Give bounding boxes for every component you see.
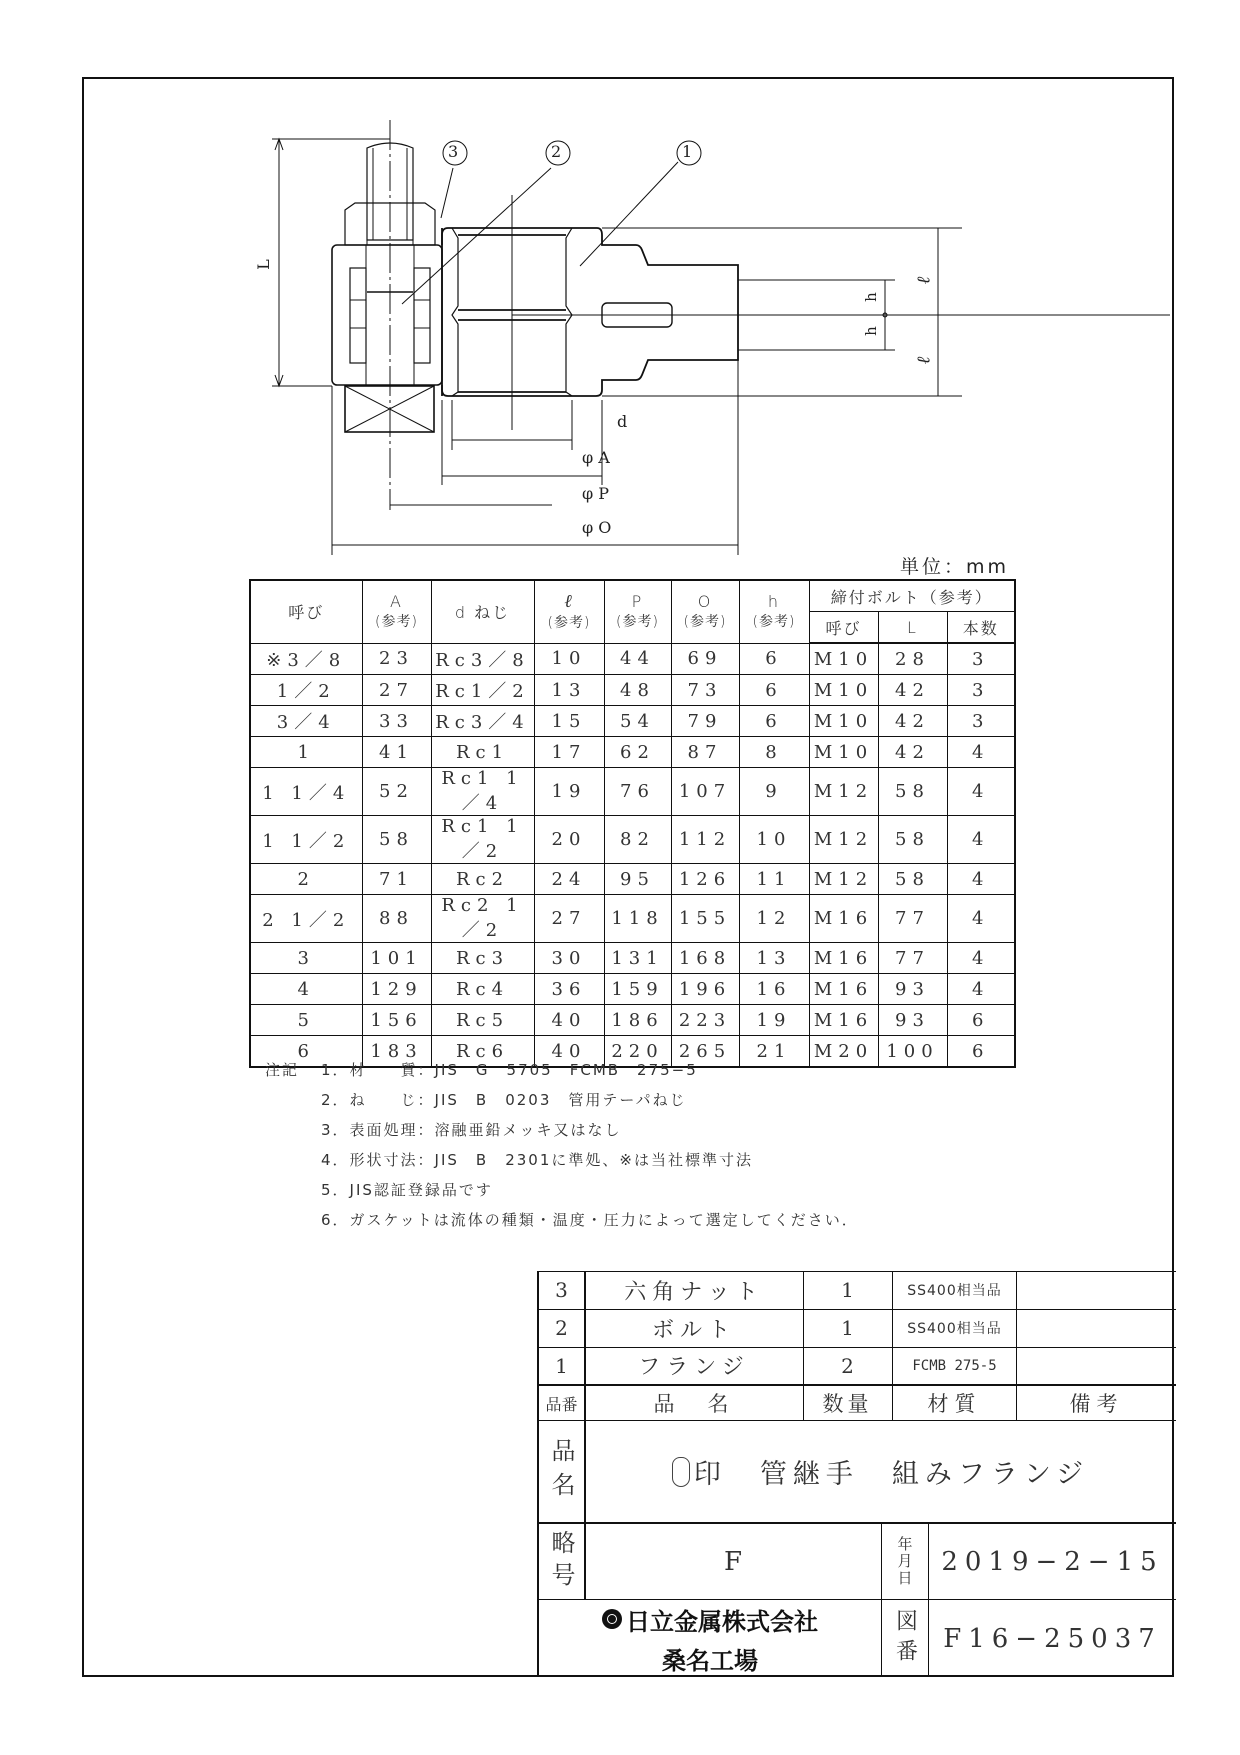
cell-nominal: 3 [250, 943, 362, 974]
cell-l: 27 [534, 895, 604, 943]
cell-bolt: M20 [809, 1036, 878, 1068]
cell-A: 58 [362, 816, 431, 864]
cell-bolt: M12 [809, 768, 878, 816]
cell-O: 168 [671, 943, 739, 974]
cell-l: 17 [534, 737, 604, 768]
dim-label-l-top: ℓ [913, 276, 935, 285]
cell-P: 44 [604, 643, 671, 675]
header-part-no: 品番 [545, 1394, 578, 1414]
cell-A: 101 [362, 943, 431, 974]
cell-P: 76 [604, 768, 671, 816]
company-name: 日立金属株式会社 [626, 1607, 818, 1636]
cell-l: 15 [534, 706, 604, 737]
cell-h: 6 [739, 675, 809, 706]
header-material: 材質 [927, 1392, 982, 1416]
note-item: 1．材 質：JIS G 5705 FCMB 275−5 [321, 1061, 698, 1079]
part-3-name: 六角ナット [624, 1279, 764, 1305]
cell-P: 54 [604, 706, 671, 737]
cell-l: 20 [534, 816, 604, 864]
cell-d: Rc3 [431, 943, 534, 974]
cell-nominal: 6 [250, 1036, 362, 1068]
cell-l: 24 [534, 864, 604, 895]
date-label: 年月日 [895, 1536, 914, 1587]
cell-bolt: M16 [809, 974, 878, 1005]
cell-O: 69 [671, 643, 739, 675]
cell-count: 4 [947, 864, 1015, 895]
cell-nominal: 1／2 [250, 675, 362, 706]
dim-label-phi-o: φ O [582, 518, 612, 537]
cell-A: 183 [362, 1036, 431, 1068]
table-row [250, 974, 1015, 1005]
cell-L: 58 [878, 816, 947, 864]
cell-P: 131 [604, 943, 671, 974]
cell-O: 107 [671, 768, 739, 816]
note-item: 5．JIS認証登録品です [321, 1181, 493, 1199]
header-d-thread: d ねじ [431, 580, 534, 643]
header-bolt-l: L [878, 612, 947, 644]
cell-A: 52 [362, 768, 431, 816]
cell-O: 79 [671, 706, 739, 737]
balloon-2-label: 2 [551, 142, 562, 161]
cell-bolt: M10 [809, 706, 878, 737]
part-2-remarks [1017, 1309, 1176, 1347]
part-1-material: FCMB 275-5 [912, 1357, 997, 1374]
part-2-qty: 1 [841, 1316, 854, 1340]
product-name [585, 1421, 1176, 1522]
cell-bolt: M16 [809, 895, 878, 943]
abbr-value: F [723, 1546, 743, 1577]
cell-P: 220 [604, 1036, 671, 1068]
cell-h: 19 [739, 1005, 809, 1036]
cell-A: 27 [362, 675, 431, 706]
cell-nominal: 1 1／4 [250, 768, 362, 816]
cell-A: 41 [362, 737, 431, 768]
cell-count: 3 [947, 706, 1015, 737]
cell-h: 8 [739, 737, 809, 768]
cell-nominal: 1 1／2 [250, 816, 362, 864]
cell-count: 4 [947, 816, 1015, 864]
table-row [250, 943, 1015, 974]
table-row [250, 816, 1015, 864]
cell-l: 10 [534, 643, 604, 675]
cell-l: 40 [534, 1036, 604, 1068]
cell-h: 21 [739, 1036, 809, 1068]
dim-label-phi-a: φ A [582, 448, 610, 467]
cell-bolt: M10 [809, 675, 878, 706]
table-row [250, 1005, 1015, 1036]
cell-nominal: 1 [250, 737, 362, 768]
note-item: 2．ね じ：JIS B 0203 管用テーパねじ [321, 1091, 687, 1109]
cell-O: 126 [671, 864, 739, 895]
table-row [250, 895, 1015, 943]
cell-bolt: M10 [809, 737, 878, 768]
cell-d: Rc6 [431, 1036, 534, 1068]
cell-l: 40 [534, 1005, 604, 1036]
cell-l: 13 [534, 675, 604, 706]
part-1-no: 1 [555, 1353, 568, 1378]
balloon-1-label: 1 [682, 142, 693, 161]
cell-P: 82 [604, 816, 671, 864]
unit-label: 単位：mm [900, 556, 1010, 578]
table-row [250, 706, 1015, 737]
cell-L: 28 [878, 643, 947, 675]
header-bolt-nominal: 呼び [809, 612, 878, 644]
note-item: 4．形状寸法：JIS B 2301に準処、※は当社標準寸法 [321, 1151, 753, 1169]
note-item: 6．ガスケットは流体の種類・温度・圧力によって選定してください． [321, 1211, 859, 1229]
cell-nominal: 3／4 [250, 706, 362, 737]
cell-A: 156 [362, 1005, 431, 1036]
cell-nominal: 2 [250, 864, 362, 895]
drawing-no: F16−25037 [943, 1623, 1162, 1654]
cell-h: 16 [739, 974, 809, 1005]
cell-L: 100 [878, 1036, 947, 1068]
cell-L: 93 [878, 974, 947, 1005]
cell-h: 9 [739, 768, 809, 816]
cell-L: 58 [878, 768, 947, 816]
cell-count: 6 [947, 1036, 1015, 1068]
cell-count: 4 [947, 943, 1015, 974]
cell-l: 19 [534, 768, 604, 816]
dim-label-L: L [253, 259, 273, 270]
notes-section [265, 1055, 859, 1235]
header-nominal: 呼び [250, 580, 362, 643]
product-name-text: 印 管継手 組みフランジ [693, 1459, 1090, 1490]
cell-h: 11 [739, 864, 809, 895]
company-block [539, 1600, 881, 1677]
cell-bolt: M16 [809, 1005, 878, 1036]
cell-O: 223 [671, 1005, 739, 1036]
dim-label-h-top: h [861, 292, 880, 302]
cell-L: 42 [878, 706, 947, 737]
dim-label-phi-p: φ P [582, 484, 610, 503]
title-block [537, 1271, 1174, 1677]
header-h: h (参考) [739, 580, 809, 643]
cell-nominal: 5 [250, 1005, 362, 1036]
part-1-name: フランジ [638, 1355, 750, 1380]
dim-label-l-bottom: ℓ [913, 356, 935, 365]
cell-bolt: M16 [809, 943, 878, 974]
cell-h: 13 [739, 943, 809, 974]
table-row [250, 675, 1015, 706]
cell-nominal: 4 [250, 974, 362, 1005]
cell-count: 6 [947, 1005, 1015, 1036]
company-logo-icon [602, 1609, 622, 1629]
header-part-name: 品 名 [653, 1392, 735, 1416]
cell-l: 36 [534, 974, 604, 1005]
note-item: 3．表面処理：溶融亜鉛メッキ又はなし [321, 1121, 622, 1139]
cell-O: 112 [671, 816, 739, 864]
gourd-mark-icon [672, 1457, 690, 1487]
cell-nominal: ※3／8 [250, 643, 362, 675]
part-3-remarks [1017, 1271, 1176, 1309]
cell-A: 71 [362, 864, 431, 895]
cell-d: Rc1 [431, 737, 534, 768]
part-1-remarks [1017, 1347, 1176, 1384]
header-bolt-count: 本数 [947, 612, 1015, 644]
cell-O: 155 [671, 895, 739, 943]
cell-d: Rc1 1／2 [431, 816, 534, 864]
dim-label-h-bottom: h [861, 326, 880, 336]
cell-h: 6 [739, 706, 809, 737]
dimensions-table [249, 579, 1016, 1068]
cell-P: 186 [604, 1005, 671, 1036]
cell-L: 58 [878, 864, 947, 895]
cell-P: 95 [604, 864, 671, 895]
cell-L: 77 [878, 943, 947, 974]
date-value: 2019−2−15 [941, 1546, 1164, 1577]
cell-count: 4 [947, 737, 1015, 768]
part-3-no: 3 [555, 1278, 568, 1302]
cell-L: 42 [878, 737, 947, 768]
header-remarks: 備考 [1069, 1392, 1124, 1416]
table-row [250, 737, 1015, 768]
cell-nominal: 2 1／2 [250, 895, 362, 943]
cell-h: 10 [739, 816, 809, 864]
product-name-label: 品名 [547, 1437, 575, 1506]
cell-L: 77 [878, 895, 947, 943]
part-2-name: ボルト [651, 1317, 736, 1343]
cell-bolt: M10 [809, 643, 878, 675]
cell-O: 196 [671, 974, 739, 1005]
cell-d: Rc2 [431, 864, 534, 895]
cell-A: 23 [362, 643, 431, 675]
cell-count: 4 [947, 895, 1015, 943]
cell-A: 88 [362, 895, 431, 943]
table-row [250, 864, 1015, 895]
cell-bolt: M12 [809, 816, 878, 864]
cell-d: Rc3／8 [431, 643, 534, 675]
table-row [250, 768, 1015, 816]
header-p: P (参考) [604, 580, 671, 643]
cell-O: 265 [671, 1036, 739, 1068]
abbr-label: 略号 [547, 1529, 575, 1594]
header-bolt-group: 締付ボルト（参考） [809, 580, 1015, 612]
cell-P: 48 [604, 675, 671, 706]
part-2-material: SS400相当品 [907, 1321, 1002, 1337]
cell-h: 6 [739, 643, 809, 675]
cell-d: Rc4 [431, 974, 534, 1005]
cell-L: 93 [878, 1005, 947, 1036]
cell-bolt: M12 [809, 864, 878, 895]
table-row [250, 643, 1015, 675]
cell-P: 118 [604, 895, 671, 943]
cell-O: 87 [671, 737, 739, 768]
drawing-no-label: 図番 [892, 1608, 918, 1669]
part-3-qty: 1 [841, 1278, 854, 1302]
header-o: O (参考) [671, 580, 739, 643]
cell-d: Rc2 1／2 [431, 895, 534, 943]
part-3-material: SS400相当品 [907, 1283, 1002, 1299]
cell-count: 3 [947, 643, 1015, 675]
factory-name: 桑名工場 [662, 1646, 758, 1675]
cell-count: 4 [947, 974, 1015, 1005]
cell-d: Rc5 [431, 1005, 534, 1036]
cell-L: 42 [878, 675, 947, 706]
part-1-qty: 2 [841, 1353, 854, 1378]
dim-label-d: d [617, 412, 628, 431]
cell-count: 3 [947, 675, 1015, 706]
balloon-3-label: 3 [448, 142, 459, 161]
cell-d: Rc3／4 [431, 706, 534, 737]
cell-P: 62 [604, 737, 671, 768]
cell-A: 33 [362, 706, 431, 737]
cell-l: 30 [534, 943, 604, 974]
cell-O: 73 [671, 675, 739, 706]
part-2-no: 2 [555, 1316, 568, 1340]
cell-P: 159 [604, 974, 671, 1005]
header-qty: 数量 [822, 1392, 873, 1416]
header-l: ℓ (参考) [534, 580, 604, 643]
header-a: A (参考) [362, 580, 431, 643]
cell-count: 4 [947, 768, 1015, 816]
cell-d: Rc1／2 [431, 675, 534, 706]
notes-title: 注記 [265, 1061, 300, 1079]
cell-h: 12 [739, 895, 809, 943]
cell-A: 129 [362, 974, 431, 1005]
cell-d: Rc1 1／4 [431, 768, 534, 816]
